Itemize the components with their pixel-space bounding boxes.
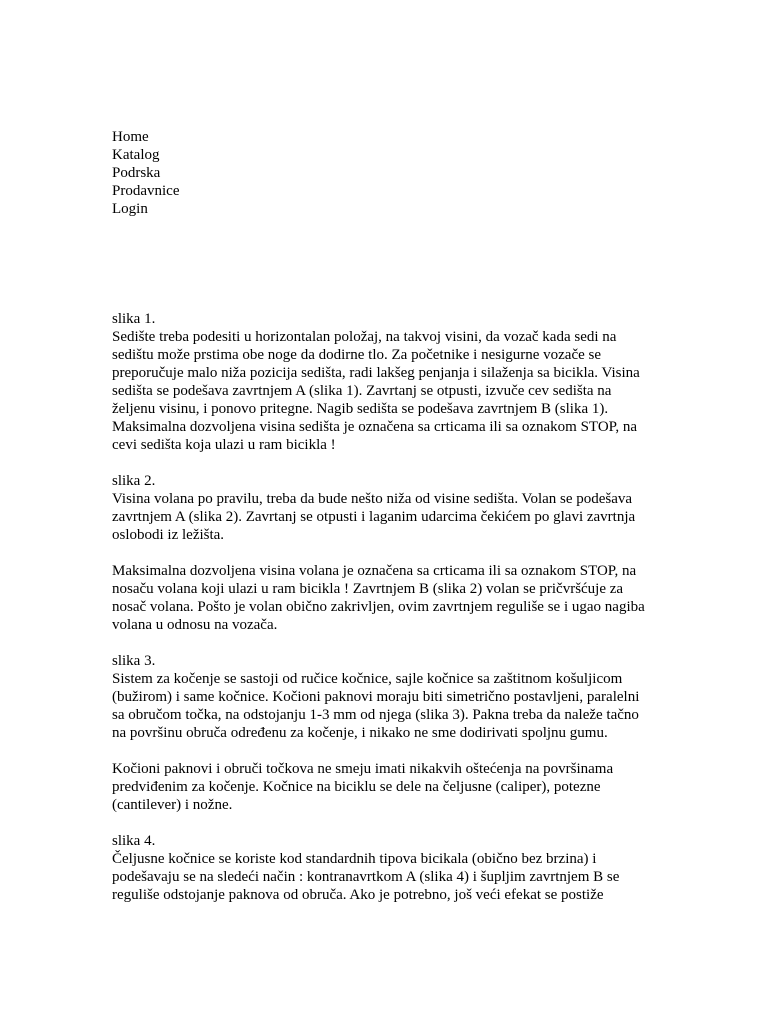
text-line: preporučuje malo niža pozicija sedišta, radi lakšeg penjanja i silaženja sa bicikla. Visina <box>112 365 640 381</box>
text-line: Visina volana po pravilu, treba da bude nešto niža od visine sedišta. Volan se podešava <box>112 491 633 507</box>
text-line: predviđenim za kočenje. Kočnice na biciklu se dele na čeljusne (caliper), potezne <box>112 779 601 795</box>
text-line: Maksimalna dozvoljena visina sedišta je označena sa crticama ili sa oznakom STOP, na <box>112 419 637 435</box>
figure-caption: slika 3. <box>112 653 156 669</box>
text-line: nosač volana. Pošto je volan obično zakrivljen, ovim zavrtnjem reguliše se i ugao nagiba <box>112 599 645 615</box>
text-line: Čeljusne kočnice se koriste kod standardnih tipova bicikala (obično bez brzina) i <box>112 851 597 867</box>
text-line: volana u odnosu na vozača. <box>112 617 278 633</box>
section-4 <box>112 832 672 904</box>
nav-link-home[interactable]: Home <box>112 129 149 145</box>
section-spacer <box>112 454 672 472</box>
paragraph <box>112 670 672 742</box>
text-line: na površinu obruča određenu za kočenje, i nikako ne sme dodirivati spoljnu gumu. <box>112 725 608 741</box>
section-1 <box>112 310 672 454</box>
nav-link-login[interactable]: Login <box>112 201 148 217</box>
text-line: sedišta se podešava zavrtnjem A (slika 1). Zavrtanj se otpusti, izvuče cev sedišta na <box>112 383 612 399</box>
paragraph <box>112 850 672 904</box>
text-line: nosaču volana koji ulazi u ram bicikla ! Zavrtnjem B (slika 2) volan se pričvršćuje za <box>112 581 624 597</box>
figure-caption: slika 1. <box>112 311 156 327</box>
paragraph <box>112 562 672 634</box>
text-line: reguliše odstojanje paknova od obruča. Ako je potrebno, još veći efekat se postiže <box>112 887 604 903</box>
text-line: Sedište treba podesiti u horizontalan položaj, na takvoj visini, da vozač kada sedi na <box>112 329 617 345</box>
paragraph <box>112 490 672 544</box>
nav-link-podrska[interactable]: Podrska <box>112 165 161 181</box>
paragraph <box>112 760 672 814</box>
paragraph <box>112 328 672 454</box>
text-line: Sistem za kočenje se sastoji od ručice kočnice, sajle kočnice sa zaštitnom košuljicom <box>112 671 623 687</box>
figure-caption: slika 2. <box>112 473 156 489</box>
text-line: sa obručom točka, na odstojanju 1-3 mm od njega (slika 3). Pakna treba da naleže tačno <box>112 707 639 723</box>
text-line: (cantilever) i nožne. <box>112 797 233 813</box>
page <box>112 128 672 904</box>
section-spacer <box>112 634 672 652</box>
paragraph-spacer <box>112 742 672 760</box>
figure-caption: slika 4. <box>112 833 156 849</box>
main-nav <box>112 128 672 218</box>
text-line: sedištu može prstima obe noge da dodirne tlo. Za početnike i nesigurne vozače se <box>112 347 602 363</box>
nav-link-katalog[interactable]: Katalog <box>112 147 160 163</box>
text-line: Maksimalna dozvoljena visina volana je označena sa crticama ili sa oznakom STOP, na <box>112 563 637 579</box>
section-3 <box>112 652 672 814</box>
text-line: Kočioni paknovi i obruči točkova ne smeju imati nikakvih oštećenja na površinama <box>112 761 614 777</box>
text-line: (bužirom) i same kočnice. Kočioni paknovi moraju biti simetrično postavljeni, paralelni <box>112 689 640 705</box>
article-content <box>112 310 672 904</box>
section-spacer <box>112 814 672 832</box>
text-line: zavrtnjem A (slika 2). Zavrtanj se otpusti i laganim udarcima čekićem po glavi zavrtnja <box>112 509 636 525</box>
text-line: oslobodi iz ležišta. <box>112 527 225 543</box>
nav-link-prodavnice[interactable]: Prodavnice <box>112 183 180 199</box>
paragraph-spacer <box>112 544 672 562</box>
section-2 <box>112 472 672 634</box>
text-line: željenu visinu, i ponovo pritegne. Nagib sedišta se podešava zavrtnjem B (slika 1). <box>112 401 609 417</box>
text-line: podešavaju se na sledeći način : kontranavrtkom A (slika 4) i šupljim zavrtnjem B se <box>112 869 620 885</box>
text-line: cevi sedišta koja ulazi u ram bicikla ! <box>112 437 336 453</box>
